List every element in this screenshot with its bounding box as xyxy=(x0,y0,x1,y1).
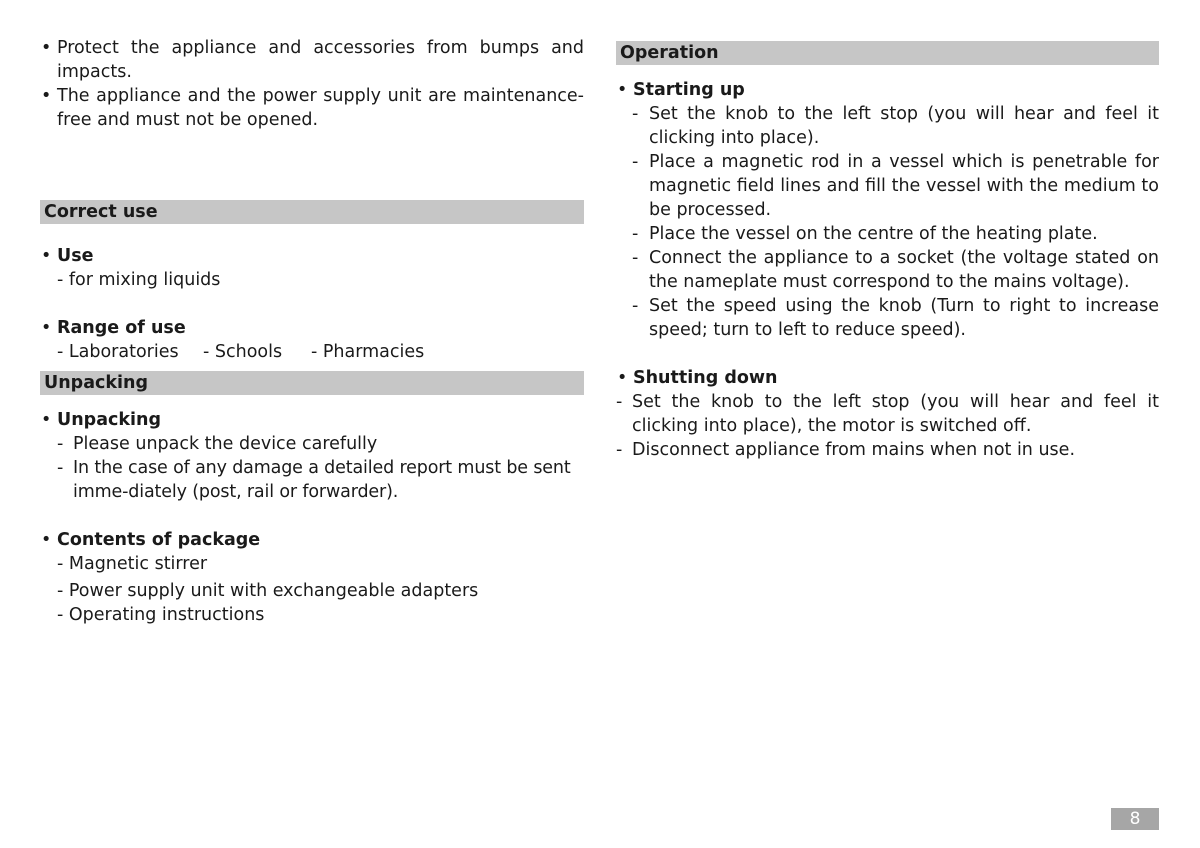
section-heading-operation: Operation xyxy=(616,41,1159,65)
intro-bullet: • The appliance and the power supply unit are maintenance-free and must not be opened. xyxy=(40,84,584,132)
left-column xyxy=(40,36,584,627)
list-item: - Connect the appliance to a socket (the voltage stated on the nameplate must correspond to the mains voltage). xyxy=(616,246,1159,294)
unpacking-list xyxy=(40,432,584,504)
list-item: - Place the vessel on the centre of the heating plate. xyxy=(616,222,1159,246)
subheading-unpacking: • Unpacking xyxy=(40,408,584,432)
list-item: - In the case of any damage a detailed report must be sent imme-diately (post, rail or forwarder). xyxy=(40,456,584,504)
list-item: - Disconnect appliance from mains when not in use. xyxy=(616,438,1159,462)
list-item: - Magnetic stirrer xyxy=(57,554,208,574)
right-column xyxy=(616,41,1159,462)
list-item: - Set the knob to the left stop (you will hear and feel it clicking into place). xyxy=(616,102,1159,150)
subheading-use: • Use xyxy=(40,244,584,268)
subheading-contents-of-package: • Contents of package xyxy=(40,528,584,552)
list-item: - Operating instructions xyxy=(57,605,265,625)
intro-bullet: • Protect the appliance and accessories from bumps and impacts. xyxy=(40,36,584,84)
section-heading-unpacking: Unpacking xyxy=(40,371,584,395)
use-item: - for mixing liquids xyxy=(57,270,221,290)
range-item: - Schools xyxy=(203,342,283,362)
list-item: - Power supply unit with exchangeable adapters xyxy=(57,581,479,601)
range-of-use-list xyxy=(40,340,584,364)
subheading-starting-up: • Starting up xyxy=(616,78,1159,102)
starting-up-list xyxy=(616,102,1159,342)
subheading-shutting-down: • Shutting down xyxy=(616,366,1159,390)
range-item: - Pharmacies xyxy=(311,342,425,362)
range-item: - Laboratories xyxy=(57,342,179,362)
list-item: - Set the knob to the left stop (you will hear and feel it clicking into place), the motor is switched off. xyxy=(616,390,1159,438)
section-heading-correct-use: Correct use xyxy=(40,200,584,224)
list-item: - Place a magnetic rod in a vessel which is penetrable for magnetic field lines and fill the vessel with the medium to be processed. xyxy=(616,150,1159,222)
subheading-range-of-use: • Range of use xyxy=(40,316,584,340)
page-number: 8 xyxy=(1111,808,1159,830)
list-item: - Set the speed using the knob (Turn to right to increase speed; turn to left to reduce speed). xyxy=(616,294,1159,342)
list-item: - Please unpack the device carefully xyxy=(40,432,584,456)
